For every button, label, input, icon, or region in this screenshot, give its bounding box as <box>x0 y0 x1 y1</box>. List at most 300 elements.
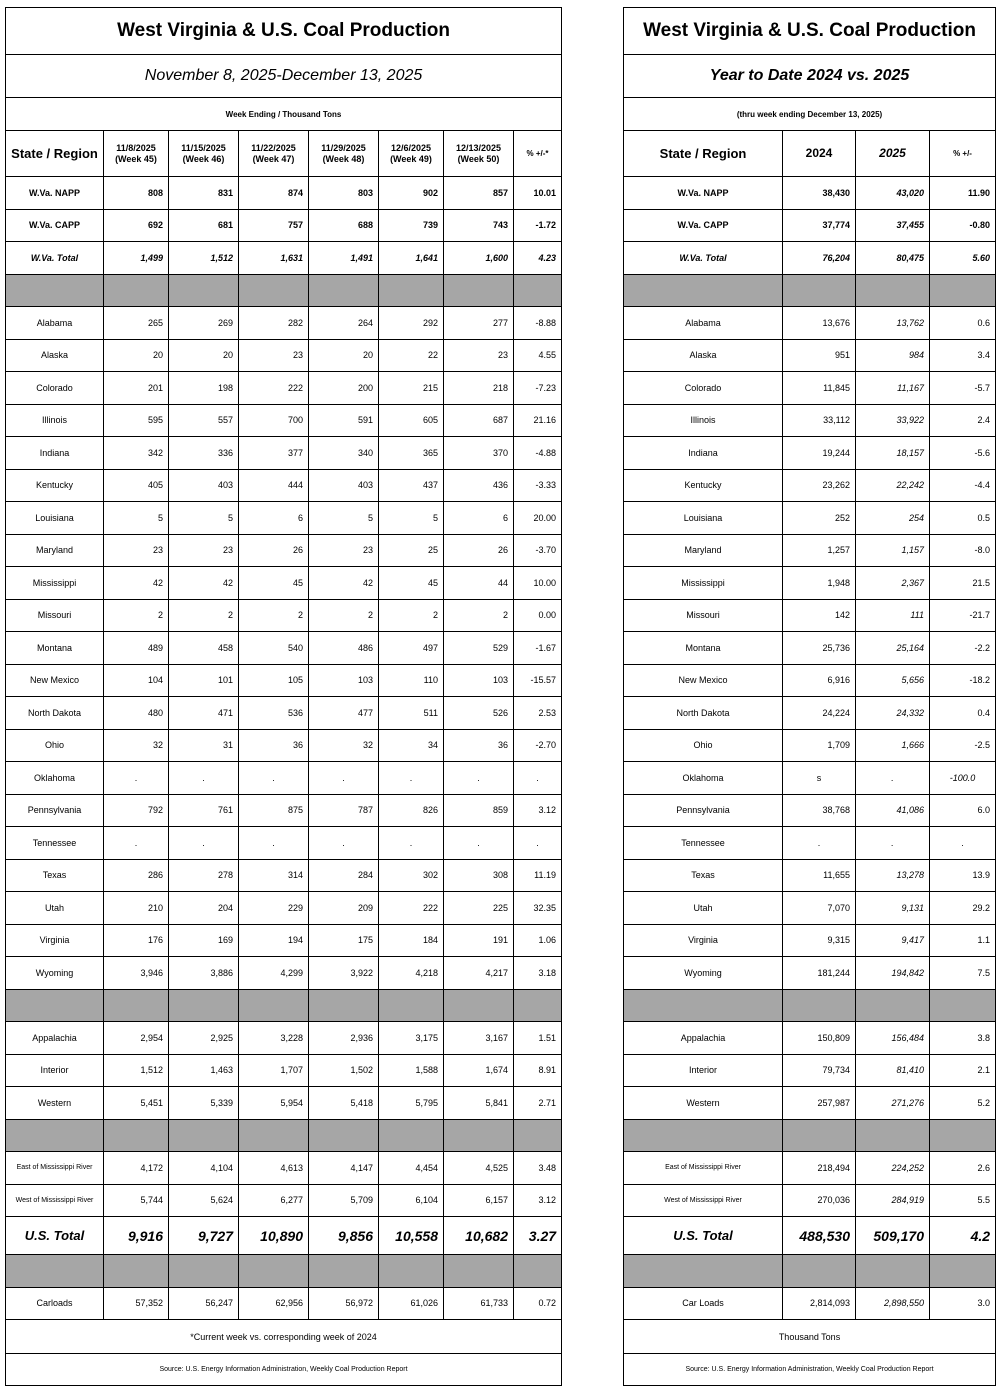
pct-change-cell: 3.48 <box>514 1152 562 1185</box>
week-value-cell: 757 <box>239 209 309 242</box>
ytd-2025-cell: 18,157 <box>856 437 930 470</box>
region-cell: W.Va. CAPP <box>624 209 783 242</box>
week-value-cell: 308 <box>444 859 514 892</box>
separator-cell <box>624 989 783 1022</box>
week-value-cell: 265 <box>104 307 169 340</box>
week-value-cell: 2,925 <box>169 1022 239 1055</box>
region-cell: Kentucky <box>6 469 104 502</box>
ytd-pct-cell: 0.4 <box>930 697 996 730</box>
week-value-cell: 292 <box>379 307 444 340</box>
week-value-cell: 175 <box>309 924 379 957</box>
region-cell: East of Mississippi River <box>6 1152 104 1185</box>
ytd-2024-cell: 33,112 <box>783 404 856 437</box>
week-value-cell: 42 <box>104 567 169 600</box>
week-value-cell: 5,795 <box>379 1087 444 1120</box>
table-row <box>6 794 562 827</box>
week-value-cell: 282 <box>239 307 309 340</box>
region-cell: Colorado <box>6 372 104 405</box>
separator-cell <box>104 274 169 307</box>
ytd-2025-cell: 1,157 <box>856 534 930 567</box>
region-cell: Virginia <box>624 924 783 957</box>
separator-cell <box>444 1119 514 1152</box>
ytd-pct-cell: 7.5 <box>930 957 996 990</box>
ytd-2025-cell: 9,417 <box>856 924 930 957</box>
ytd-pct-cell: 0.6 <box>930 307 996 340</box>
region-cell: Missouri <box>624 599 783 632</box>
table-row <box>624 827 996 860</box>
week-value-cell: 692 <box>104 209 169 242</box>
table-row <box>6 599 562 632</box>
week-value-cell: 62,956 <box>239 1287 309 1320</box>
separator-cell <box>514 1119 562 1152</box>
separator-row <box>6 1255 562 1288</box>
region-cell: Missouri <box>6 599 104 632</box>
week-value-cell: 831 <box>169 177 239 210</box>
week-value-cell: 403 <box>169 469 239 502</box>
week-value-cell: 103 <box>309 664 379 697</box>
week-value-cell: 42 <box>309 567 379 600</box>
ytd-pct-cell: 5.60 <box>930 242 996 275</box>
separator-cell <box>930 1119 996 1152</box>
week-value-cell: 198 <box>169 372 239 405</box>
week-value-cell: 20 <box>169 339 239 372</box>
week-value-cell: 6,104 <box>379 1184 444 1217</box>
table-row <box>6 372 562 405</box>
region-cell: Tennessee <box>6 827 104 860</box>
table-row <box>6 437 562 470</box>
ytd-pct-cell: 1.1 <box>930 924 996 957</box>
table-row <box>624 697 996 730</box>
table-row <box>6 177 562 210</box>
ytd-2024-cell: 2,814,093 <box>783 1287 856 1320</box>
week-value-cell: . <box>169 827 239 860</box>
week-value-cell: 103 <box>444 664 514 697</box>
separator-cell <box>379 989 444 1022</box>
week-column-header: 11/29/2025 (Week 48) <box>309 131 379 177</box>
week-value-cell: 365 <box>379 437 444 470</box>
week-value-cell: 269 <box>169 307 239 340</box>
week-value-cell: 477 <box>309 697 379 730</box>
week-value-cell: 4,454 <box>379 1152 444 1185</box>
region-cell: Illinois <box>6 404 104 437</box>
ytd-2025-cell: 156,484 <box>856 1022 930 1055</box>
ytd-2025-cell: 224,252 <box>856 1152 930 1185</box>
separator-row <box>624 989 996 1022</box>
week-value-cell: 687 <box>444 404 514 437</box>
ytd-2024-cell: 270,036 <box>783 1184 856 1217</box>
week-value-cell: . <box>444 762 514 795</box>
week-value-cell: 471 <box>169 697 239 730</box>
ytd-pct-cell: 3.0 <box>930 1287 996 1320</box>
separator-cell <box>239 1255 309 1288</box>
week-value-cell: 557 <box>169 404 239 437</box>
week-value-cell: 377 <box>239 437 309 470</box>
table-row <box>624 1152 996 1185</box>
week-value-cell: 6 <box>239 502 309 535</box>
separator-cell <box>239 274 309 307</box>
ytd-pct-cell: -0.80 <box>930 209 996 242</box>
week-value-cell: 540 <box>239 632 309 665</box>
source-note: Source: U.S. Energy Information Administration, Weekly Coal Production Report <box>6 1354 562 1386</box>
week-value-cell: 1,600 <box>444 242 514 275</box>
week-value-cell: 874 <box>239 177 309 210</box>
pct-change-cell: 4.23 <box>514 242 562 275</box>
separator-cell <box>169 274 239 307</box>
table-row <box>6 664 562 697</box>
ytd-2024-cell: 76,204 <box>783 242 856 275</box>
separator-row <box>624 274 996 307</box>
week-value-cell: 700 <box>239 404 309 437</box>
ytd-2024-cell: 19,244 <box>783 437 856 470</box>
separator-cell <box>783 1119 856 1152</box>
table-row <box>6 697 562 730</box>
week-value-cell: 480 <box>104 697 169 730</box>
week-value-cell: 32 <box>309 729 379 762</box>
region-cell: Utah <box>6 892 104 925</box>
week-value-cell: 826 <box>379 794 444 827</box>
separator-cell <box>104 1255 169 1288</box>
region-cell: East of Mississippi River <box>624 1152 783 1185</box>
separator-cell <box>309 989 379 1022</box>
ytd-pct-cell: 5.2 <box>930 1087 996 1120</box>
week-value-cell: 4,217 <box>444 957 514 990</box>
week-value-cell: 5,954 <box>239 1087 309 1120</box>
table-row <box>624 404 996 437</box>
week-value-cell: 2,936 <box>309 1022 379 1055</box>
separator-cell <box>930 989 996 1022</box>
week-value-cell: 277 <box>444 307 514 340</box>
ytd-2024-cell: 9,315 <box>783 924 856 957</box>
week-value-cell: 23 <box>104 534 169 567</box>
week-value-cell: 1,463 <box>169 1054 239 1087</box>
week-column-header: 12/6/2025 (Week 49) <box>379 131 444 177</box>
week-value-cell: . <box>444 827 514 860</box>
week-value-cell: 9,727 <box>169 1217 239 1255</box>
weekly-table-title: West Virginia & U.S. Coal Production <box>6 8 562 55</box>
week-value-cell: 4,299 <box>239 957 309 990</box>
separator-cell <box>6 989 104 1022</box>
table-row <box>6 632 562 665</box>
week-value-cell: 436 <box>444 469 514 502</box>
week-value-cell: 526 <box>444 697 514 730</box>
ytd-2024-cell: 142 <box>783 599 856 632</box>
week-value-cell: 1,641 <box>379 242 444 275</box>
separator-cell <box>309 1255 379 1288</box>
pct-change-cell: -8.88 <box>514 307 562 340</box>
week-value-cell: 26 <box>239 534 309 567</box>
ytd-table-caption: (thru week ending December 13, 2025) <box>624 98 996 131</box>
week-value-cell: 4,218 <box>379 957 444 990</box>
week-value-cell: 1,502 <box>309 1054 379 1087</box>
pct-change-cell: 1.06 <box>514 924 562 957</box>
ytd-2025-cell: . <box>856 762 930 795</box>
week-value-cell: 5 <box>379 502 444 535</box>
week-value-cell: 105 <box>239 664 309 697</box>
table-row <box>624 1022 996 1055</box>
week-value-cell: 222 <box>379 892 444 925</box>
ytd-pct-cell: -8.0 <box>930 534 996 567</box>
ytd-2025-cell: 111 <box>856 599 930 632</box>
separator-cell <box>239 989 309 1022</box>
ytd-pct-cell: -5.7 <box>930 372 996 405</box>
ytd-pct-cell: . <box>930 827 996 860</box>
week-value-cell: 6 <box>444 502 514 535</box>
pct-change-cell: 2.53 <box>514 697 562 730</box>
week-value-cell: . <box>309 827 379 860</box>
week-value-cell: 4,147 <box>309 1152 379 1185</box>
year-2025-header: 2025 <box>856 131 930 177</box>
table-row <box>6 892 562 925</box>
region-cell: Ohio <box>624 729 783 762</box>
week-value-cell: 808 <box>104 177 169 210</box>
week-value-cell: 2 <box>239 599 309 632</box>
table-row <box>624 437 996 470</box>
region-cell: Western <box>6 1087 104 1120</box>
region-cell: Utah <box>624 892 783 925</box>
pct-change-cell: -1.67 <box>514 632 562 665</box>
week-value-cell: 511 <box>379 697 444 730</box>
separator-cell <box>930 274 996 307</box>
units-note: Thousand Tons <box>624 1320 996 1354</box>
ytd-2025-cell: 22,242 <box>856 469 930 502</box>
region-cell: Texas <box>624 859 783 892</box>
separator-cell <box>169 989 239 1022</box>
ytd-2024-cell: 11,655 <box>783 859 856 892</box>
ytd-2024-cell: 252 <box>783 502 856 535</box>
table-row <box>624 339 996 372</box>
table-row <box>624 534 996 567</box>
ytd-2024-cell: 150,809 <box>783 1022 856 1055</box>
week-value-cell: 201 <box>104 372 169 405</box>
ytd-2024-cell: 25,736 <box>783 632 856 665</box>
pct-change-cell: -2.70 <box>514 729 562 762</box>
week-value-cell: 2 <box>309 599 379 632</box>
pct-change-cell: . <box>514 827 562 860</box>
table-row <box>624 762 996 795</box>
week-value-cell: 191 <box>444 924 514 957</box>
region-cell: Tennessee <box>624 827 783 860</box>
ytd-production-table <box>623 7 996 1386</box>
pct-change-cell: 3.27 <box>514 1217 562 1255</box>
table-row <box>624 209 996 242</box>
ytd-2024-cell: 1,257 <box>783 534 856 567</box>
week-value-cell: 688 <box>309 209 379 242</box>
table-row <box>6 307 562 340</box>
week-value-cell: 743 <box>444 209 514 242</box>
week-value-cell: . <box>239 827 309 860</box>
ytd-2025-cell: . <box>856 827 930 860</box>
separator-cell <box>514 274 562 307</box>
region-cell: Virginia <box>6 924 104 957</box>
region-cell: Oklahoma <box>6 762 104 795</box>
table-row <box>624 1287 996 1320</box>
week-value-cell: 336 <box>169 437 239 470</box>
ytd-2024-cell: 37,774 <box>783 209 856 242</box>
pct-change-cell: 10.00 <box>514 567 562 600</box>
table-row <box>6 339 562 372</box>
separator-cell <box>104 1119 169 1152</box>
ytd-2025-cell: 80,475 <box>856 242 930 275</box>
week-value-cell: 110 <box>379 664 444 697</box>
ytd-2024-cell: 24,224 <box>783 697 856 730</box>
week-value-cell: 56,247 <box>169 1287 239 1320</box>
table-row <box>624 1184 996 1217</box>
ytd-2025-cell: 1,666 <box>856 729 930 762</box>
separator-cell <box>6 1119 104 1152</box>
week-value-cell: 1,491 <box>309 242 379 275</box>
separator-cell <box>379 1255 444 1288</box>
week-value-cell: 5,709 <box>309 1184 379 1217</box>
week-value-cell: 45 <box>239 567 309 600</box>
pct-change-cell: 11.19 <box>514 859 562 892</box>
week-value-cell: 1,674 <box>444 1054 514 1087</box>
ytd-pct-cell: 2.4 <box>930 404 996 437</box>
ytd-2025-cell: 984 <box>856 339 930 372</box>
table-row <box>6 1087 562 1120</box>
week-value-cell: 342 <box>104 437 169 470</box>
region-cell: Ohio <box>6 729 104 762</box>
ytd-pct-cell: 21.5 <box>930 567 996 600</box>
ytd-2025-cell: 24,332 <box>856 697 930 730</box>
ytd-2025-cell: 271,276 <box>856 1087 930 1120</box>
ytd-pct-cell: 6.0 <box>930 794 996 827</box>
separator-cell <box>444 1255 514 1288</box>
ytd-pct-cell: -100.0 <box>930 762 996 795</box>
week-value-cell: 405 <box>104 469 169 502</box>
source-note: Source: U.S. Energy Information Administration, Weekly Coal Production Report <box>624 1354 996 1386</box>
ytd-pct-cell: -2.5 <box>930 729 996 762</box>
week-value-cell: 36 <box>444 729 514 762</box>
week-value-cell: 9,856 <box>309 1217 379 1255</box>
week-value-cell: 1,499 <box>104 242 169 275</box>
week-value-cell: 3,175 <box>379 1022 444 1055</box>
week-value-cell: 302 <box>379 859 444 892</box>
table-row <box>624 892 996 925</box>
ytd-pct-cell: 2.1 <box>930 1054 996 1087</box>
week-value-cell: 45 <box>379 567 444 600</box>
week-column-header: 12/13/2025 (Week 50) <box>444 131 514 177</box>
week-value-cell: 902 <box>379 177 444 210</box>
region-cell: Oklahoma <box>624 762 783 795</box>
region-cell: North Dakota <box>624 697 783 730</box>
pct-change-cell: 3.12 <box>514 794 562 827</box>
ytd-table-title: West Virginia & U.S. Coal Production <box>624 8 996 55</box>
separator-cell <box>783 1255 856 1288</box>
week-value-cell: 5,624 <box>169 1184 239 1217</box>
region-cell: W.Va. CAPP <box>6 209 104 242</box>
region-cell: Louisiana <box>624 502 783 535</box>
region-cell: W.Va. NAPP <box>6 177 104 210</box>
region-cell: W.Va. Total <box>6 242 104 275</box>
week-value-cell: 3,167 <box>444 1022 514 1055</box>
region-column-header: State / Region <box>6 131 104 177</box>
week-value-cell: 284 <box>309 859 379 892</box>
separator-cell <box>169 1255 239 1288</box>
region-cell: New Mexico <box>624 664 783 697</box>
region-cell: Mississippi <box>6 567 104 600</box>
week-value-cell: 857 <box>444 177 514 210</box>
table-row <box>624 957 996 990</box>
region-column-header: State / Region <box>624 131 783 177</box>
table-row <box>6 502 562 535</box>
ytd-2024-cell: s <box>783 762 856 795</box>
separator-row <box>624 1255 996 1288</box>
table-row <box>6 469 562 502</box>
ytd-table-subtitle: Year to Date 2024 vs. 2025 <box>624 55 996 98</box>
week-value-cell: 200 <box>309 372 379 405</box>
region-cell: Illinois <box>624 404 783 437</box>
week-column-header: 11/22/2025 (Week 47) <box>239 131 309 177</box>
pct-change-cell: . <box>514 762 562 795</box>
ytd-pct-cell: -18.2 <box>930 664 996 697</box>
week-value-cell: 20 <box>104 339 169 372</box>
week-value-cell: 3,228 <box>239 1022 309 1055</box>
separator-cell <box>783 989 856 1022</box>
week-value-cell: 787 <box>309 794 379 827</box>
region-cell: West of Mississippi River <box>624 1184 783 1217</box>
week-value-cell: 2 <box>444 599 514 632</box>
week-value-cell: 437 <box>379 469 444 502</box>
ytd-2024-cell: 257,987 <box>783 1087 856 1120</box>
table-row <box>624 307 996 340</box>
table-row <box>624 924 996 957</box>
table-row <box>624 177 996 210</box>
week-value-cell: 497 <box>379 632 444 665</box>
footnote: *Current week vs. corresponding week of 2024 <box>6 1320 562 1354</box>
week-value-cell: 2 <box>104 599 169 632</box>
week-value-cell: 5,339 <box>169 1087 239 1120</box>
table-row <box>624 1217 996 1255</box>
region-cell: U.S. Total <box>6 1217 104 1255</box>
week-value-cell: 23 <box>239 339 309 372</box>
region-cell: U.S. Total <box>624 1217 783 1255</box>
week-value-cell: 591 <box>309 404 379 437</box>
ytd-2025-cell: 9,131 <box>856 892 930 925</box>
table-row <box>6 827 562 860</box>
ytd-2025-cell: 194,842 <box>856 957 930 990</box>
week-value-cell: 803 <box>309 177 379 210</box>
ytd-2024-cell: 951 <box>783 339 856 372</box>
ytd-pct-cell: 4.2 <box>930 1217 996 1255</box>
week-value-cell: 605 <box>379 404 444 437</box>
table-row <box>624 372 996 405</box>
region-cell: Montana <box>6 632 104 665</box>
separator-cell <box>624 1119 783 1152</box>
table-row <box>6 957 562 990</box>
ytd-2025-cell: 11,167 <box>856 372 930 405</box>
region-cell: Alaska <box>6 339 104 372</box>
ytd-2025-cell: 2,898,550 <box>856 1287 930 1320</box>
week-value-cell: 42 <box>169 567 239 600</box>
separator-cell <box>104 989 169 1022</box>
week-value-cell: 536 <box>239 697 309 730</box>
region-cell: Texas <box>6 859 104 892</box>
ytd-pct-cell: -5.6 <box>930 437 996 470</box>
pct-change-cell: 3.12 <box>514 1184 562 1217</box>
week-value-cell: 1,512 <box>104 1054 169 1087</box>
week-value-cell: 20 <box>309 339 379 372</box>
ytd-2024-cell: 79,734 <box>783 1054 856 1087</box>
region-cell: Mississippi <box>624 567 783 600</box>
week-value-cell: 1,707 <box>239 1054 309 1087</box>
region-cell: Kentucky <box>624 469 783 502</box>
week-value-cell: 61,026 <box>379 1287 444 1320</box>
table-row <box>624 502 996 535</box>
pct-change-cell: 21.16 <box>514 404 562 437</box>
week-value-cell: 486 <box>309 632 379 665</box>
region-cell: Colorado <box>624 372 783 405</box>
region-cell: W.Va. NAPP <box>624 177 783 210</box>
